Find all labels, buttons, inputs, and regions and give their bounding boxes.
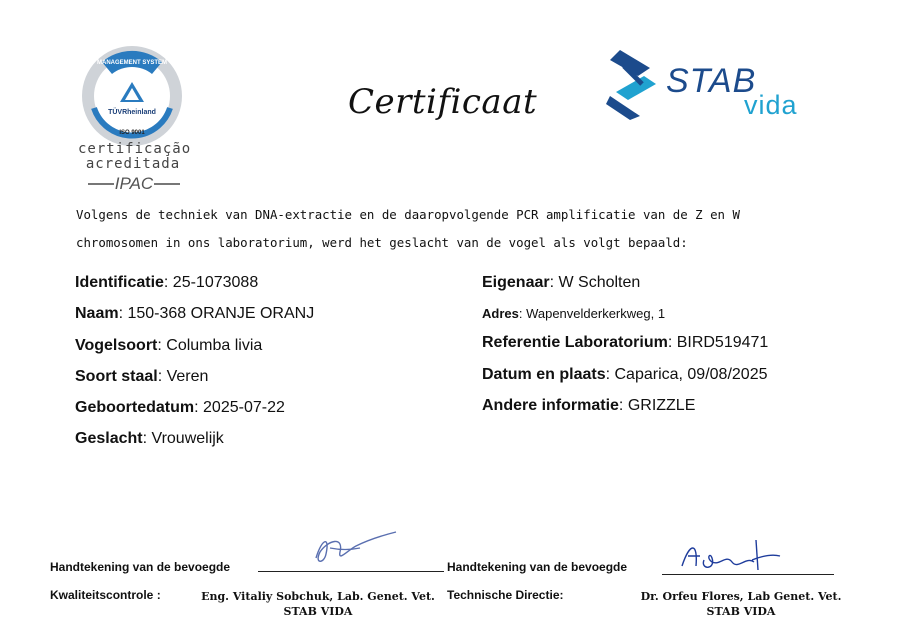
field-label: Andere informatie: [482, 397, 619, 414]
signatory-org-right: STAB VIDA: [706, 605, 776, 618]
ipac-line-1: certificação: [78, 141, 192, 157]
intro-line-2: chromosomen in ons laboratorium, werd het geslacht van de vogel als volgt bepaald:: [76, 235, 688, 250]
signatory-name-right: Dr. Orfeu Flores, Lab Genet. Vet.: [640, 590, 842, 603]
field-naam: [75, 305, 314, 323]
signatory-name-left: Eng. Vitaliy Sobchuk, Lab. Genet. Vet.: [201, 590, 435, 603]
signature-right-scribble: [676, 536, 786, 576]
ipac-line-2: acreditada: [85, 156, 181, 172]
field-label: Soort staal: [75, 368, 158, 385]
field-label: Geboortedatum: [75, 399, 195, 416]
field-label: Vogelsoort: [75, 337, 158, 354]
field-label: Adres: [482, 306, 519, 321]
signature-role-left: Kwaliteitscontrole :: [50, 588, 161, 602]
field-value: : GRIZZLE: [618, 397, 696, 414]
ipac-brand: IPAC: [114, 174, 154, 192]
tuv-top-text: MANAGEMENT SYSTEM: [96, 60, 168, 66]
tuv-iso: ISO 9001: [119, 130, 145, 136]
field-eigenaar: [482, 274, 640, 292]
stab-logo-text: STAB: [666, 62, 757, 100]
field-value: : W Scholten: [549, 274, 641, 291]
field-datum-en-plaats: [482, 366, 767, 384]
field-label: Naam: [75, 305, 119, 322]
vida-logo-text: vida: [744, 90, 798, 120]
field-value: : 150-368 ORANJE ORANJ: [118, 305, 315, 322]
certificate-title: Certificaat: [348, 82, 538, 122]
intro-line-1: Volgens de techniek van DNA-extractie en de daaropvolgende PCR amplificatie van de Z en W: [76, 207, 740, 222]
field-value: : BIRD519471: [667, 334, 769, 351]
field-value: : Wapenvelderkerkweg, 1: [518, 306, 666, 321]
tuv-iso-9001-logo: [80, 44, 184, 148]
field-geboortedatum: [75, 399, 285, 417]
field-identificatie: [75, 274, 258, 292]
field-value: : Columba livia: [157, 337, 263, 354]
field-value: : Caparica, 09/08/2025: [605, 366, 768, 383]
signature-line-right: [662, 574, 834, 575]
signature-role-right: Technische Directie:: [447, 588, 564, 602]
signature-label-left: Handtekening van de bevoegde: [50, 560, 231, 574]
signature-label-right: Handtekening van de bevoegde: [447, 560, 628, 574]
field-label: Datum en plaats: [482, 366, 606, 383]
field-andere-informatie: [482, 397, 695, 415]
field-label: Referentie Laboratorium: [482, 334, 668, 351]
field-value: : Vrouwelijk: [142, 430, 224, 447]
field-value: : 2025-07-22: [194, 399, 285, 416]
signatory-org-left: STAB VIDA: [283, 605, 353, 618]
field-geslacht: [75, 430, 224, 448]
field-referentie-laboratorium: [482, 334, 768, 352]
tuv-brand: TÜVRheinland: [108, 109, 156, 116]
signature-line-left: [258, 571, 444, 572]
field-value: : 25-1073088: [163, 274, 259, 291]
field-label: Identificatie: [75, 274, 164, 291]
ipac-logo: [84, 172, 184, 192]
field-adres: [482, 306, 665, 321]
field-soort-staal: [75, 368, 208, 386]
stab-vida-dna-logo: [604, 46, 662, 122]
field-label: Geslacht: [75, 430, 143, 447]
field-label: Eigenaar: [482, 274, 550, 291]
field-value: : Veren: [157, 368, 209, 385]
signature-left-scribble: [300, 528, 410, 572]
field-vogelsoort: [75, 337, 262, 355]
